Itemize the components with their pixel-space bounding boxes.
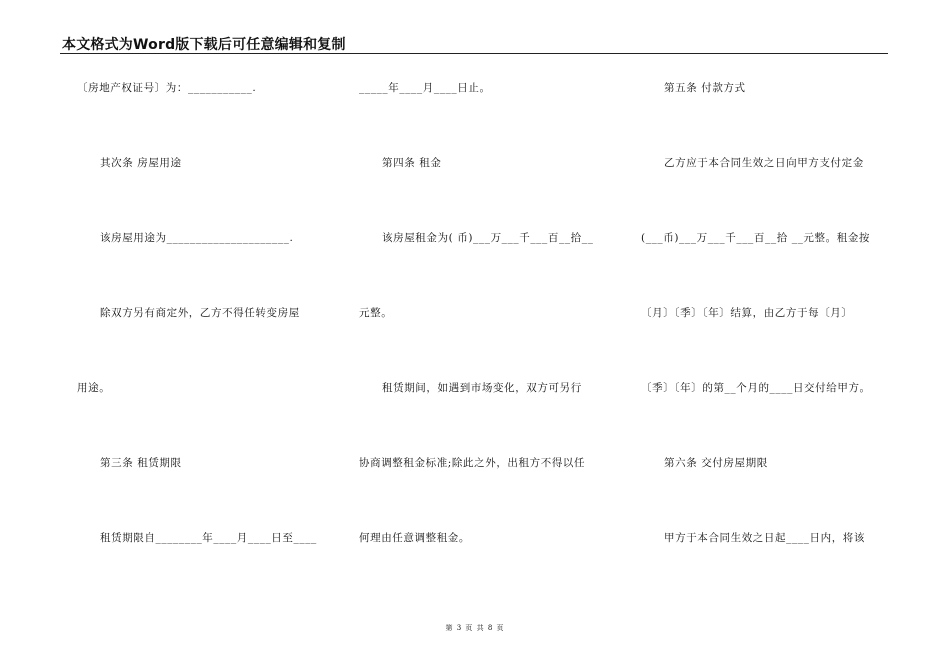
text-line: 〔月〕〔季〕〔年〕结算，由乙方于每〔月〕 — [641, 307, 853, 319]
section-heading: 第三条 租赁期限 — [100, 457, 182, 469]
text-line: 协商调整租金标准;除此之外，出租方不得以任 — [359, 457, 586, 469]
text-line: 租赁期限自________年____月____日至____ — [100, 532, 317, 544]
text-line: 该房屋用途为_____________________. — [100, 232, 294, 244]
section-heading: 其次条 房屋用途 — [100, 157, 182, 169]
section-heading: 第六条 交付房屋期限 — [664, 457, 768, 469]
text-line: 除双方另有商定外，乙方不得任转变房屋 — [100, 307, 300, 319]
text-line: 〔季〕〔年〕的第__个月的____日交付给甲方。 — [641, 382, 871, 394]
document-header-title: 本文格式为Word版下载后可任意编辑和复制 — [62, 37, 346, 53]
text-line: 〔房地产权证号〕为：___________. — [77, 82, 257, 94]
text-line: (___币)___万___千___百__拾 __元整。租金按 — [641, 232, 871, 244]
text-line: 租赁期间，如遇到市场变化，双方可另行 — [382, 382, 582, 394]
text-line: 乙方应于本合同生效之日向甲方支付定金 — [664, 157, 864, 169]
text-line: _____年____月____日止。 — [359, 82, 491, 94]
section-heading: 第四条 租金 — [382, 157, 442, 169]
section-heading: 第五条 付款方式 — [664, 82, 746, 94]
text-line: 该房屋租金为( 币)___万___千___百__拾__ — [382, 232, 594, 244]
text-line: 用途。 — [77, 382, 111, 394]
text-line: 甲方于本合同生效之日起____日内，将该 — [664, 532, 865, 544]
header-divider — [60, 53, 888, 54]
page-indicator: 第 3 页 共 8 页 — [445, 624, 505, 632]
text-line: 何理由任意调整租金。 — [359, 532, 470, 544]
text-line: 元整。 — [359, 307, 393, 319]
